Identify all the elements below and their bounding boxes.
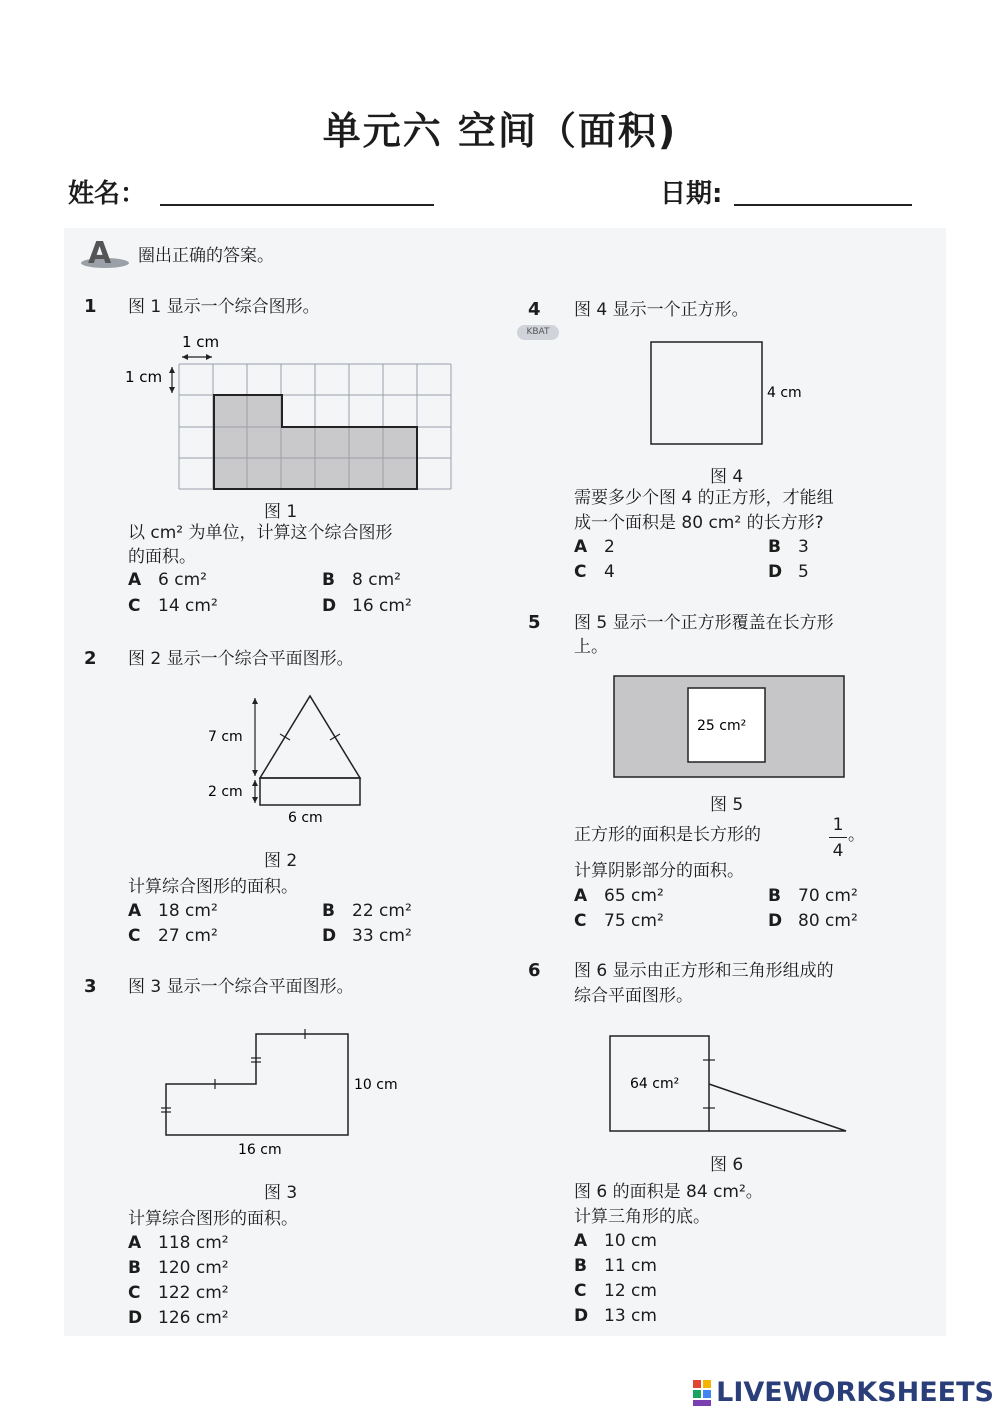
q5-text-line-2: 上。 bbox=[574, 637, 608, 657]
q6-number: 6 bbox=[528, 960, 541, 981]
q3-height-label: 10 cm bbox=[354, 1077, 398, 1093]
q4-option-a[interactable]: A 2 bbox=[574, 537, 615, 557]
name-field[interactable] bbox=[160, 204, 434, 206]
q1-ask-line-1: 以 cm² 为单位，计算这个综合图形 bbox=[128, 523, 393, 543]
q1-number: 1 bbox=[84, 296, 97, 317]
q2-option-d[interactable]: D 33 cm² bbox=[322, 926, 412, 946]
q3-ask-line-1: 计算综合图形的面积。 bbox=[128, 1209, 298, 1229]
q3-base-label: 16 cm bbox=[238, 1142, 282, 1158]
q5-option-b[interactable]: B 70 cm² bbox=[768, 886, 858, 906]
q5-fraction-num: 1 bbox=[832, 815, 844, 835]
q2-rect-height-label: 2 cm bbox=[208, 784, 243, 800]
q6-triangle bbox=[709, 1084, 846, 1131]
q6-figure bbox=[605, 1032, 855, 1136]
section-instruction: 圈出正确的答案。 bbox=[138, 246, 274, 266]
q4-ask-line-1: 需要多少个图 4 的正方形，才能组 bbox=[574, 488, 834, 508]
q2-ask-line-1: 计算综合图形的面积。 bbox=[128, 877, 298, 897]
q6-ask-line-1: 图 6 的面积是 84 cm²。 bbox=[574, 1182, 763, 1202]
q6-text-line-2: 综合平面图形。 bbox=[574, 986, 693, 1006]
q6-ask-line-2: 计算三角形的底。 bbox=[574, 1207, 710, 1227]
q6-option-a[interactable]: A 10 cm bbox=[574, 1231, 657, 1251]
name-label: 姓名： bbox=[68, 179, 147, 209]
q1-option-b[interactable]: B 8 cm² bbox=[322, 570, 401, 590]
q2-rectangle bbox=[260, 778, 360, 805]
section-letter: A bbox=[88, 236, 112, 270]
q5-square-area-label: 25 cm² bbox=[697, 718, 747, 734]
q6-caption: 图 6 bbox=[710, 1155, 744, 1175]
q6-square-area-label: 64 cm² bbox=[630, 1076, 680, 1092]
q1-figure bbox=[120, 330, 460, 495]
q4-caption: 图 4 bbox=[710, 467, 744, 487]
q3-figure bbox=[150, 1020, 420, 1165]
q3-number: 3 bbox=[84, 976, 97, 997]
q4-option-d[interactable]: D 5 bbox=[768, 562, 809, 582]
q4-kbat-badge: KBAT bbox=[517, 325, 559, 340]
q1-width-label: 1 cm bbox=[182, 333, 220, 351]
q6-text-line-1: 图 6 显示由正方形和三角形组成的 bbox=[574, 961, 834, 981]
q2-caption: 图 2 bbox=[264, 851, 298, 871]
q4-option-b[interactable]: B 3 bbox=[768, 537, 809, 557]
q5-fraction-lead: 正方形的面积是长方形的 bbox=[574, 825, 761, 845]
q3-text: 图 3 显示一个综合平面图形。 bbox=[128, 977, 354, 997]
q4-number: 4 bbox=[528, 299, 541, 320]
q2-triangle bbox=[260, 696, 360, 778]
q6-option-b[interactable]: B 11 cm bbox=[574, 1256, 657, 1276]
q3-shape bbox=[166, 1034, 348, 1135]
section-a-icon bbox=[80, 236, 132, 270]
q1-option-d[interactable]: D 16 cm² bbox=[322, 596, 412, 616]
q3-option-b[interactable]: B 120 cm² bbox=[128, 1258, 229, 1278]
q5-fraction-tail: 。 bbox=[848, 825, 865, 845]
q1-height-label: 1 cm bbox=[125, 368, 163, 386]
q5-option-d[interactable]: D 80 cm² bbox=[768, 911, 858, 931]
q5-fraction-bar bbox=[829, 837, 847, 838]
q2-text: 图 2 显示一个综合平面图形。 bbox=[128, 649, 354, 669]
q6-option-c[interactable]: C 12 cm bbox=[574, 1281, 657, 1301]
q4-side-label: 4 cm bbox=[767, 385, 802, 401]
q4-square bbox=[651, 342, 762, 444]
q4-ask-line-2: 成一个面积是 80 cm² 的长方形? bbox=[574, 513, 824, 533]
q6-option-d[interactable]: D 13 cm bbox=[574, 1306, 657, 1326]
date-field[interactable] bbox=[734, 204, 912, 206]
q1-option-a[interactable]: A 6 cm² bbox=[128, 570, 207, 590]
q5-option-a[interactable]: A 65 cm² bbox=[574, 886, 664, 906]
q2-tri-height-label: 7 cm bbox=[208, 729, 243, 745]
q3-option-a[interactable]: A 118 cm² bbox=[128, 1233, 229, 1253]
q2-number: 2 bbox=[84, 648, 97, 669]
q5-fraction-den: 4 bbox=[832, 841, 844, 861]
q5-figure bbox=[610, 672, 850, 780]
q3-option-d[interactable]: D 126 cm² bbox=[128, 1308, 229, 1328]
q4-option-c[interactable]: C 4 bbox=[574, 562, 615, 582]
q5-caption: 图 5 bbox=[710, 795, 744, 815]
date-label: 日期: bbox=[660, 179, 723, 209]
q2-option-a[interactable]: A 18 cm² bbox=[128, 901, 218, 921]
q2-option-c[interactable]: C 27 cm² bbox=[128, 926, 218, 946]
page-title: 单元六 空间（面积) bbox=[322, 109, 678, 153]
q4-figure bbox=[640, 336, 820, 450]
q5-number: 5 bbox=[528, 612, 541, 633]
q5-option-c[interactable]: C 75 cm² bbox=[574, 911, 664, 931]
footer-brand: LIVEWORKSHEETS bbox=[716, 1377, 994, 1408]
q1-ask-line-2: 的面积。 bbox=[128, 547, 196, 567]
q5-ask-line-1: 计算阴影部分的面积。 bbox=[574, 861, 744, 881]
q1-option-c[interactable]: C 14 cm² bbox=[128, 596, 218, 616]
q2-option-b[interactable]: B 22 cm² bbox=[322, 901, 412, 921]
q2-figure bbox=[200, 688, 380, 828]
q5-text-line-1: 图 5 显示一个正方形覆盖在长方形 bbox=[574, 613, 834, 633]
q3-caption: 图 3 bbox=[264, 1183, 298, 1203]
q4-text: 图 4 显示一个正方形。 bbox=[574, 300, 749, 320]
q1-caption: 图 1 bbox=[264, 502, 298, 522]
q2-base-label: 6 cm bbox=[288, 810, 323, 826]
q3-option-c[interactable]: C 122 cm² bbox=[128, 1283, 229, 1303]
q1-text: 图 1 显示一个综合图形。 bbox=[128, 297, 320, 317]
